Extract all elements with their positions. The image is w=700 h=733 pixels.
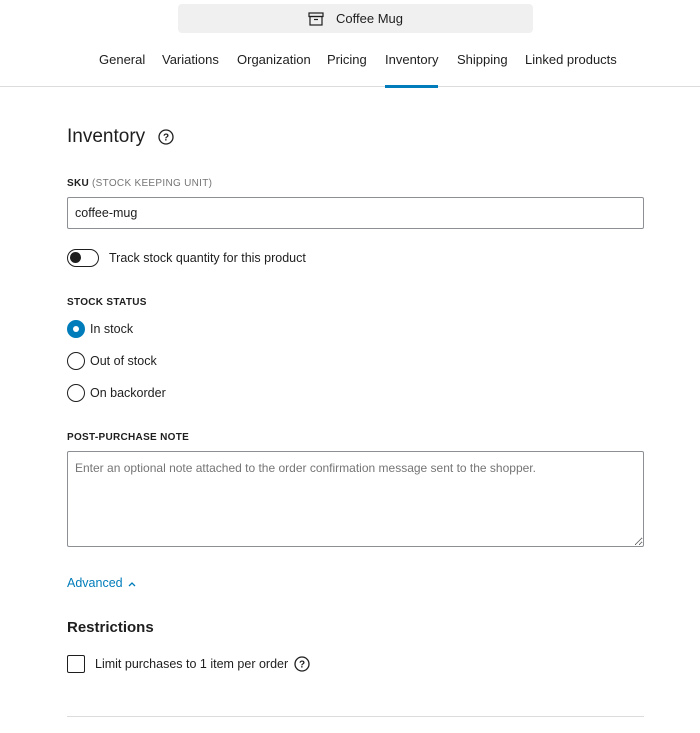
track-stock-row: [67, 249, 306, 267]
sku-input[interactable]: [67, 197, 644, 229]
tab-pricing[interactable]: Pricing: [327, 52, 367, 67]
radio-on-backorder[interactable]: [67, 384, 166, 402]
page-title: Inventory: [67, 126, 146, 147]
radio-label: Out of stock: [90, 354, 157, 368]
tab-shipping[interactable]: Shipping: [457, 52, 508, 67]
inventory-heading: [67, 126, 174, 148]
radio-button[interactable]: [67, 352, 85, 370]
limit-purchases-label: Limit purchases to 1 item per order: [95, 657, 289, 671]
divider: [67, 716, 644, 717]
archive-box-icon: [308, 12, 324, 26]
product-title: Coffee Mug: [336, 11, 403, 26]
radio-button-checked[interactable]: [67, 320, 85, 338]
radio-button[interactable]: [67, 384, 85, 402]
radio-out-of-stock[interactable]: [67, 352, 157, 370]
limit-purchases-row: [67, 655, 310, 673]
tab-general[interactable]: General: [99, 52, 146, 67]
track-stock-toggle[interactable]: [67, 249, 99, 267]
sku-label: [67, 178, 212, 189]
toggle-knob: [70, 252, 81, 263]
help-icon[interactable]: [294, 656, 310, 672]
radio-label: On backorder: [90, 386, 166, 400]
limit-purchases-checkbox[interactable]: [67, 655, 85, 673]
sku-label-hint: (STOCK KEEPING UNIT): [92, 178, 213, 189]
post-purchase-note-textarea[interactable]: [67, 451, 644, 547]
tab-linked-products[interactable]: Linked products: [525, 52, 617, 67]
advanced-toggle[interactable]: [67, 576, 136, 590]
advanced-label: Advanced: [67, 576, 123, 590]
post-purchase-note-label: POST-PURCHASE NOTE: [67, 432, 190, 443]
help-icon[interactable]: [158, 129, 174, 145]
product-title-bar[interactable]: [178, 4, 533, 33]
chevron-up-icon: [123, 576, 136, 590]
svg-text:?: ?: [163, 132, 170, 144]
radio-in-stock[interactable]: [67, 320, 133, 338]
radio-label: In stock: [90, 322, 134, 336]
tab-variations[interactable]: Variations: [162, 52, 219, 67]
svg-text:?: ?: [299, 659, 306, 671]
stock-status-label: STOCK STATUS: [67, 297, 147, 308]
sku-label-text: SKU: [67, 178, 90, 189]
tab-organization[interactable]: Organization: [237, 52, 311, 67]
track-stock-label: Track stock quantity for this product: [109, 251, 306, 265]
restrictions-heading: Restrictions: [67, 619, 154, 636]
tab-inventory[interactable]: Inventory: [385, 44, 438, 87]
product-tabs: [0, 44, 700, 87]
